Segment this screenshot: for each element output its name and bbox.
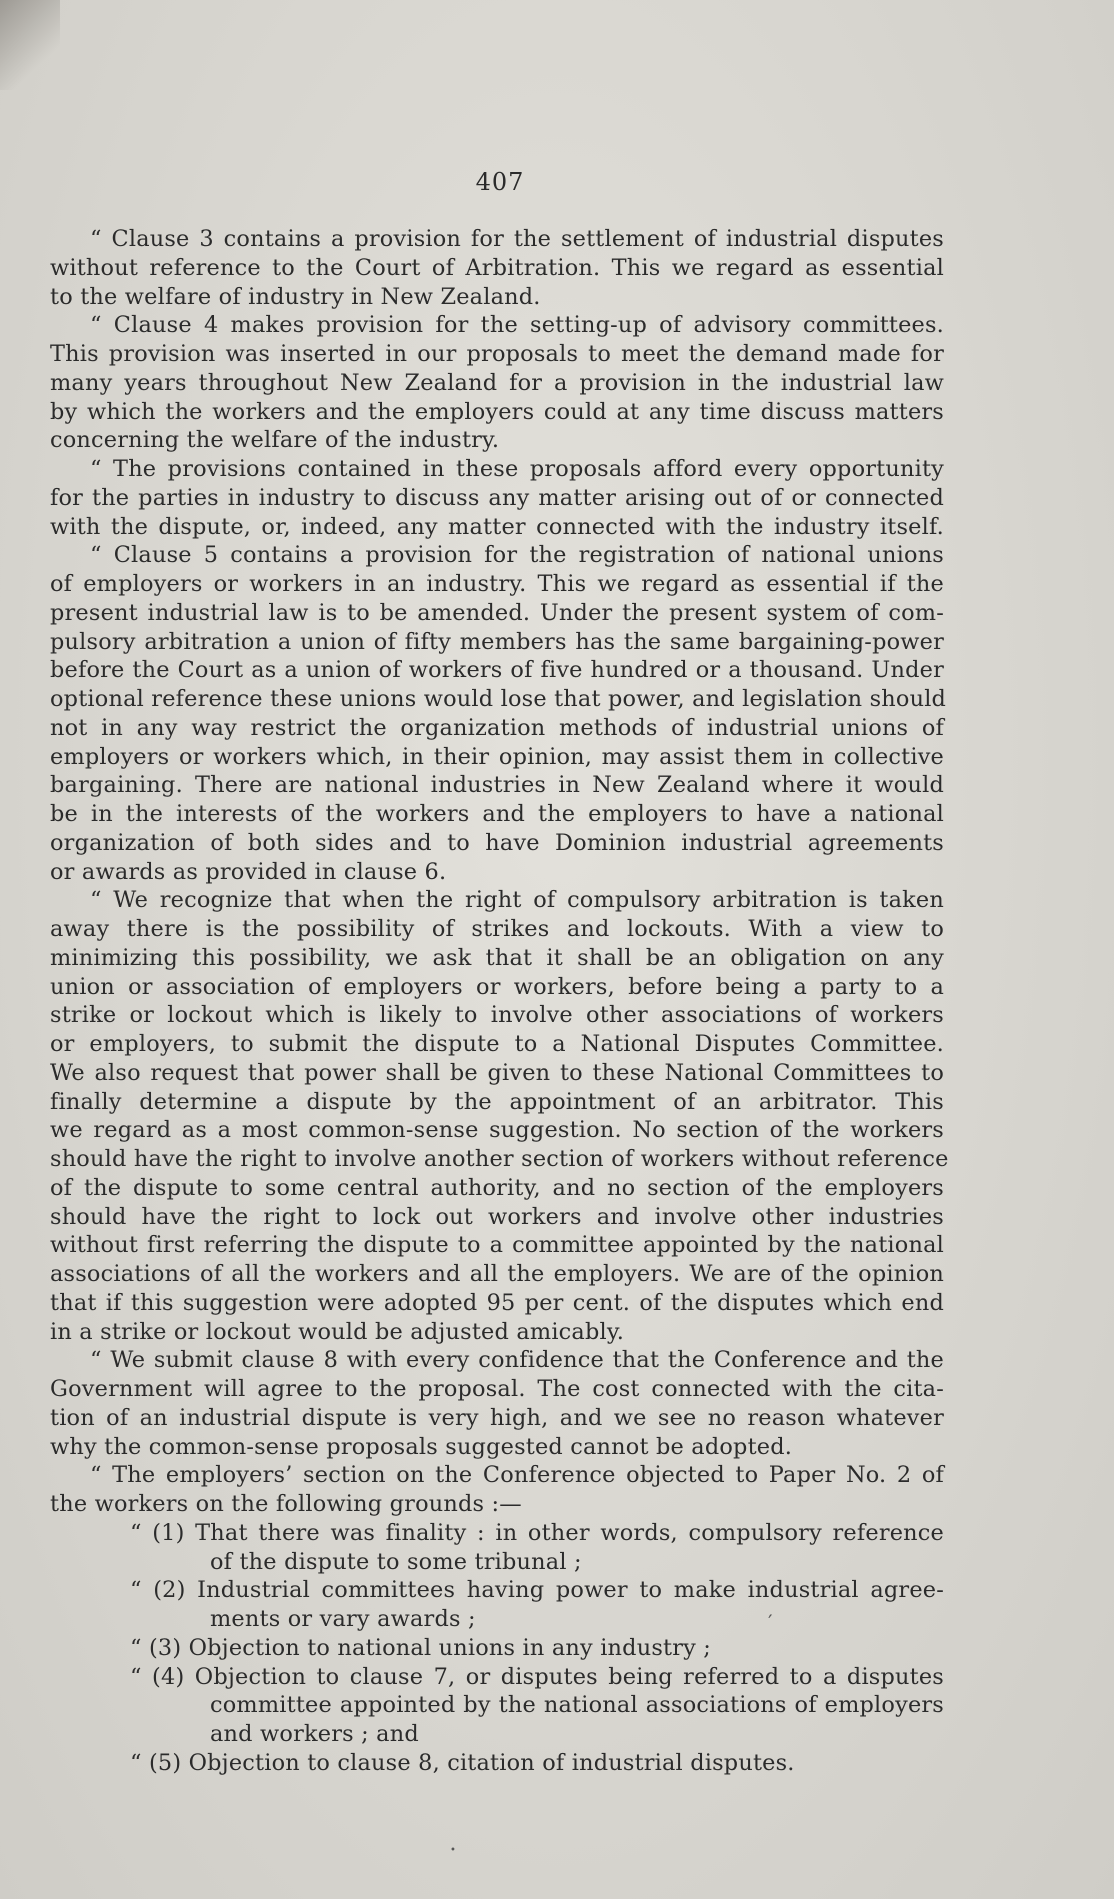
text-line: tion of an industrial dispute is very high, and we see no reason whatever [50, 1404, 944, 1431]
text-line: of the dispute to some central authority, and no section of the employers [50, 1174, 944, 1201]
text-line: strike or lockout which is likely to involve other associations of workers [50, 1002, 944, 1029]
text-line: not in any way restrict the organization methods of industrial unions of [50, 714, 944, 741]
text-line: “ We recognize that when the right of compulsory arbitration is taken [90, 887, 944, 914]
text-line: of the dispute to some tribunal ; [210, 1548, 582, 1575]
text-line: away there is the possibility of strikes and lockouts. With a view to [50, 916, 944, 942]
text-line: “ Clause 4 makes provision for the setting-up of advisory committees. [90, 312, 944, 339]
text-line: optional reference these unions would lose that power, and legislation should [50, 686, 947, 712]
text-line: should have the right to involve another section of workers without reference [50, 1146, 949, 1172]
text-line: without first referring the dispute to a committee appointed by the national [50, 1232, 944, 1259]
text-line: “ (4) Objection to clause 7, or disputes being referred to a disputes [130, 1663, 944, 1690]
text-line: “ Clause 3 contains a provision for the settlement of industrial disputes [90, 226, 944, 252]
text-line: This provision was inserted in our proposals to meet the demand made for [50, 341, 944, 367]
text-line: that if this suggestion were adopted 95 per cent. of the disputes which end [50, 1289, 944, 1316]
text-line: be in the interests of the workers and the employers to have a national [50, 801, 944, 827]
text-line: “ Clause 5 contains a provision for the registration of national unions [90, 542, 944, 569]
text-line: “ (2) Industrial committees having power to make industrial agree- [130, 1577, 944, 1604]
text-line: “ (1) That there was finality : in other words, compulsory reference [130, 1519, 944, 1546]
text-line: “ The provisions contained in these proposals afford every opportunity [90, 456, 944, 482]
text-line: the workers on the following grounds :— [50, 1491, 522, 1517]
text-line: union or association of employers or workers, before being a party to a [50, 973, 944, 1000]
text-line: before the Court as a union of workers of five hundred or a thousand. Under [50, 657, 944, 684]
body-text [50, 225, 949, 1778]
text-line: and workers ; and [210, 1721, 419, 1747]
text-line: “ (3) Objection to national unions in any industry ; [130, 1634, 712, 1661]
text-line: finally determine a dispute by the appointment of an arbitrator. This [50, 1088, 944, 1115]
stray-mark: ′ [768, 1610, 773, 1634]
text-line: to the welfare of industry in New Zealand. [50, 283, 541, 310]
page-number: 407 [475, 168, 525, 196]
text-line: by which the workers and the employers could at any time discuss matters [50, 398, 944, 425]
text-line: pulsory arbitration a union of fifty members has the same bargaining-power [50, 628, 944, 655]
text-line: in a strike or lockout would be adjusted amicably. [50, 1318, 625, 1345]
text-line: for the parties in industry to discuss any matter arising out of or connected [50, 484, 944, 511]
text-line: why the common-sense proposals suggested cannot be adopted. [50, 1433, 793, 1460]
text-line: We also request that power shall be given to these National Committees to [50, 1059, 944, 1086]
text-line: with the dispute, or, indeed, any matter connected with the industry itself. [50, 513, 944, 540]
text-line: bargaining. There are national industries in New Zealand where it would [50, 772, 944, 799]
text-line: committee appointed by the national associations of employers [210, 1692, 944, 1719]
text-line: Government will agree to the proposal. The cost connected with the cita- [50, 1376, 944, 1402]
page-corner-shadow [0, 0, 60, 90]
text-line: ments or vary awards ; [210, 1606, 476, 1632]
text-line: “ We submit clause 8 with every confidence that the Conference and the [90, 1347, 944, 1374]
text-line: or employers, to submit the dispute to a National Disputes Committee. [50, 1031, 944, 1057]
text-line: “ The employers’ section on the Conference objected to Paper No. 2 of [90, 1462, 944, 1489]
text-line: employers or workers which, in their opinion, may assist them in collective [50, 743, 944, 770]
text-line: or awards as provided in clause 6. [50, 858, 447, 885]
text-line: many years throughout New Zealand for a provision in the industrial law [50, 369, 944, 396]
text-line: “ (5) Objection to clause 8, citation of industrial disputes. [130, 1749, 795, 1776]
text-line: organization of both sides and to have Dominion industrial agreements [50, 829, 944, 856]
text-line: without reference to the Court of Arbitration. This we regard as essential [50, 254, 944, 281]
text-line: concerning the welfare of the industry. [50, 427, 500, 454]
text-line: we regard as a most common-sense suggestion. No section of the workers [50, 1117, 944, 1144]
text-line: associations of all the workers and all the employers. We are of the opinion [50, 1261, 944, 1287]
stray-dot: • [450, 1845, 456, 1856]
text-line: of employers or workers in an industry. This we regard as essential if the [50, 571, 944, 597]
text-line: present industrial law is to be amended. Under the present system of com- [50, 599, 944, 626]
text-line: minimizing this possibility, we ask that it shall be an obligation on any [50, 944, 944, 971]
text-line: should have the right to lock out workers and involve other industries [50, 1203, 944, 1230]
